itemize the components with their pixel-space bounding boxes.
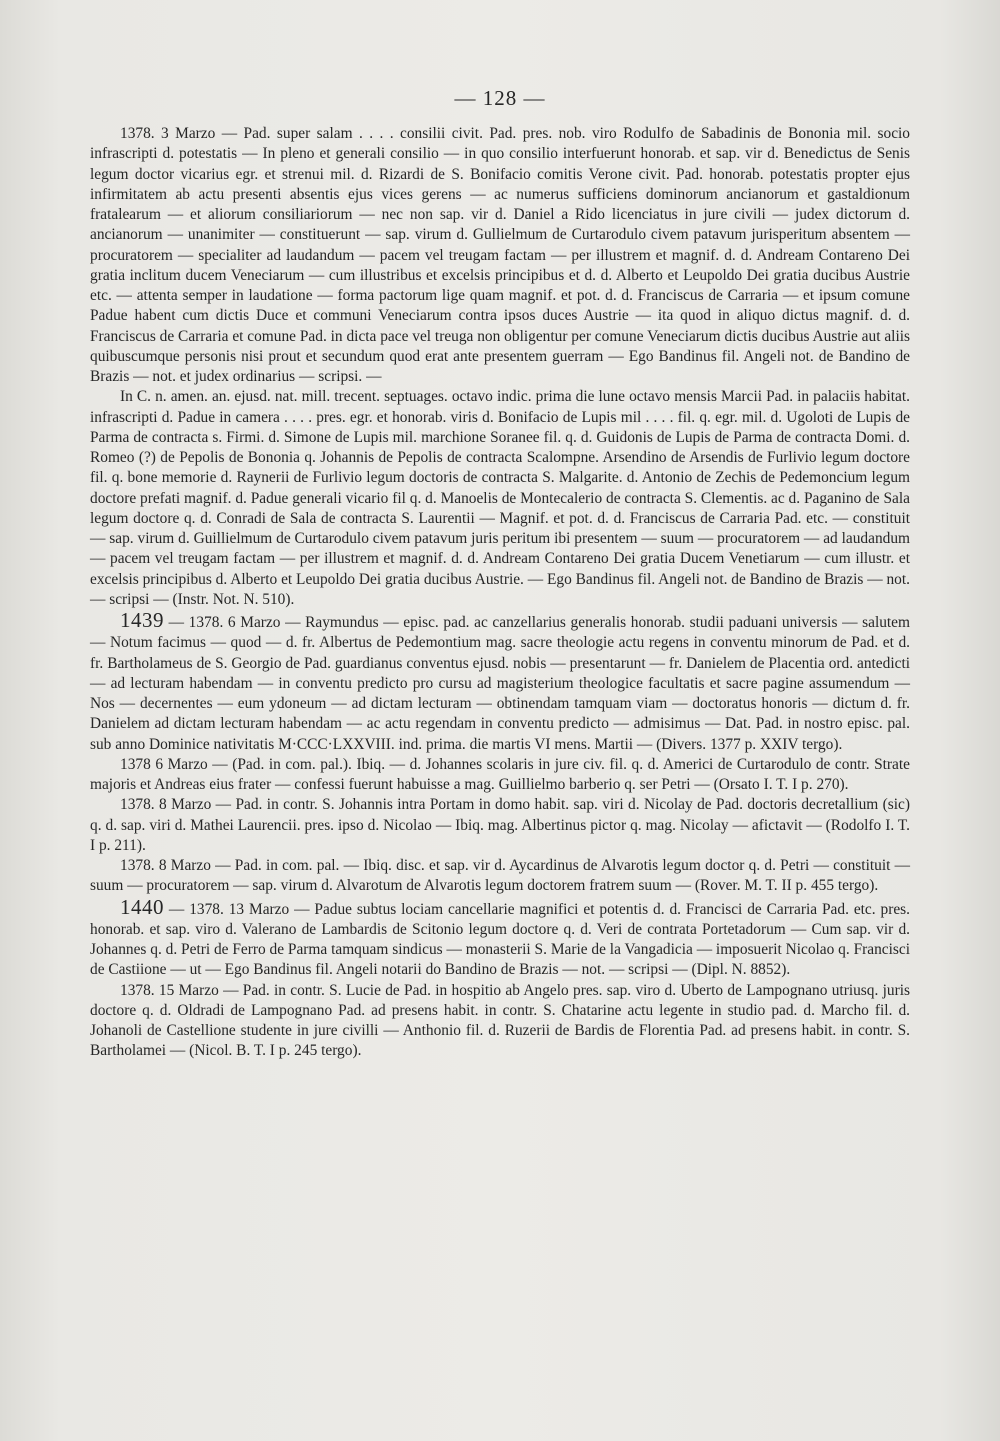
paragraph-1378-8-marzo-b: 1378. 8 Marzo — Pad. in com. pal. — Ibiq. disc. et sap. vir d. Aycardinus de Alvarotis legum doctor q. d. Petri — constituit — suum — procuratorem — sap. virum d. Alvarotum de Alvarotis legum doctorem fratrem suum — (Rover. M. T. II p. 455 tergo). [90,857,910,895]
entry-number: 1440 [120,894,164,919]
page-number: — 128 — [454,86,546,110]
paragraph-1378-15-marzo: 1378. 15 Marzo — Pad. in contr. S. Lucie de Pad. in hospitio ab Angelo pres. sap. viro d. Uberto de Lampognano utriusq. juris doctore q. d. Oldradi de Lampognano Pad. ad presens habit. in contr. S. Chatarine actu legente in studio pad. d. Marcho fil. d. Johanoli de Castellione studente in jure civilli — Anthonio fil. d. Ruzerii de Bardis de Florentia Pad. ad presens habit. in contr. S. Bartholamei — (Nicol. B. T. I p. 245 tergo). [90,981,910,1060]
entry-text: — 1378. 13 Marzo — Padue subtus lociam cancellarie magnifici et potentis d. d. Francisci de Carraria Pad. etc. pres. honorab. et sap. viro d. Valerano de Lambardis de Scitonio legum doctore q. d. Veri de contrata Portetadorum — Cum sap. vir d. Johannes q. d. Petri de Ferro de Parma tamquam sindicus — monasterii S. Marie de la Vangadicia — imposuerit Nicolao q. Francisci de Castiione — ut — Ego Bandinus fil. Angeli notarii do Bandino de Brazis — not. — scripsi — (Dipl. N. 8852). [90,900,910,979]
entry-number: 1439 [120,608,164,632]
entry-text: — 1378. 6 Marzo — Raymundus — episc. pad. ac canzellarius generalis honorab. studii paduani universis — salutem — Notum facimus — quod — d. fr. Albertus de Pedemontium mag. sacre theologie actu regens in conventu minorum de Pad. et d. fr. Bartholameus de S. Georgio de Pad. guardianus conventus ejusd. nobis — presentarunt — fr. Danielem de Placentia ord. antedicti — ad lecturam habendam — in conventu predicto pro cursu ad magisterium theologice facultatis et sacre pagine assumendum — Nos — decernentes — eum ydoneum — ad dictam lecturam — obtinendam tamquam viam — doctoratus honoris — dictum d. fr. Danielem ad dictam lecturam habendam — ac actu regendam in conventu predicto — admisimus — Dat. Pad. in nostro episc. pal. sub anno Dominice nativitatis M·CCC·LXXVIII. ind. prima. die martis VI mens. Martii — (Divers. 1377 p. XXIV tergo). [90,614,910,753]
paragraph-1378-8-marzo-a: 1378. 8 Marzo — Pad. in contr. S. Johannis intra Portam in domo habit. sap. viri d. Nicolay de Pad. doctoris decretallium (sic) q. d. sap. viri d. Mathei Laurencii. pres. ipso d. Nicolao — Ibiq. mag. Albertinus pictor q. mag. Nicolay — afictavit — (Rodolfo I. T. I p. 211). [90,796,910,854]
entry-1439 [90,610,910,755]
paragraph-1378-6-marzo: 1378 6 Marzo — (Pad. in com. pal.). Ibiq. — d. Johannes scolaris in jure civ. fil. q. d. Americi de Curtarodulo de contr. Strate majoris et Andreas eius frater — confessi fuerunt habuisse a mag. Guillielmo barberio q. ser Petri — (Orsato I. T. I p. 270). [90,755,910,793]
entry-1440 [90,894,910,981]
paragraph-1378-3-marzo: 1378. 3 Marzo — Pad. super salam . . . . consilii civit. Pad. pres. nob. viro Rodulfo de Sabadinis de Bononia mil. socio infrascripti d. potestatis — In pleno et generali consilio — in quo consilio interfuerunt honorab. et sap. vir d. Benedictus de Senis legum doctor vicarius egr. et strenui mil. d. Rizardi de S. Bonifacio comitis Verone civit. Pad. honorab. potestatis propter ejus infirmitatem ab actu presenti absentis ejus vices gerens — ac numerus sufficiens dominorum ancianorum et gastaldionum fratalearum — et aliorum consiliariorum — nec non sap. vir d. Daniel a Rido licenciatus in jure civili — judex dictorum d. ancianorum — unanimiter — constituerunt — sap. virum d. Gullielmum de Curtarodulo civem patavum jurisperitum absentem — procuratorem — specialiter ad laudandum — pacem vel treugam factam — per illustrem et magnif. d. d. Andream Contareno Dei gratia inclitum ducem Veneciarum — cum illustribus et excelsis principibus et d. d. Alberto et Leupoldo Dei gratia ducibus Austrie etc. — attenta semper in laudatione — forma pactorum lige quam magnif. et pot. d. d. Franciscus de Carraria — et ipsum comune Padue habent cum dictis Duce et communi Veneciarum contra ipsos duces Austrie — ita quod in aliquo dictus magnif. d. d. Franciscus de Carraria et comune Pad. in dicta pace vel treuga non obligentur per comune Veneciarum dictis ducibus Austrie aut aliis quibuscumque personis nisi prout et secundum quod erat ante presentem guerram — Ego Bandinus fil. Angeli not. de Bandino de Brazis — not. et judex ordinarius — scripsi. — [90,125,910,385]
document-body [90,124,910,1062]
paragraph-in-christi-nomine: In C. n. amen. an. ejusd. nat. mill. trecent. septuages. octavo indic. prima die lune octavo mensis Marcii Pad. in palaciis habitat. infrascripti d. Padue in camera . . . . pres. egr. et honorab. viris d. Bonifacio de Lupis mil . . . . fil. q. egr. mil. d. Ugoloti de Lupis de Parma de contracta s. Firmi. d. Simone de Lupis mil. marchione Soranee fil. q. d. Guidonis de Lupis de Parma de contracta Domi. d. Romeo (?) de Pepolis de Bononia q. Johannis de Pepolis de contracta Scalompne. Arsendino de Arsendis de Furlivio legum doctore fil. q. bone memorie d. Raynerii de Furlivio legum doctoris de contracta S. Malgarite. d. Antonio de Zechis de Pedemoncium legum doctore prefati magnif. d. Padue generali vicario fil q. d. Manoelis de Montecalerio de contracta S. Clementis. ac d. Paganino de Sala legum doctore q. d. Conradi de Sala de contracta S. Laurentii — Magnif. et pot. d. d. Franciscus de Carraria Pad. etc. — constituit — sap. virum d. Guillielmum de Curtarodulo civem patavum juris peritum ibi presentem — suum — procuratorem — ad laudandum — pacem vel treugam factam — per illustrem et magnif. d. d. Andream Contareno Dei gratia Ducem Venetiarum — cum illustr. et excelsis principibus d. Alberto et Leupoldo Dei gratia ducibus Austrie. — Ego Bandinus fil. Angeli not. de Bandino de Brazis — not. — scripsi — (Instr. Not. N. 510). [90,388,910,608]
